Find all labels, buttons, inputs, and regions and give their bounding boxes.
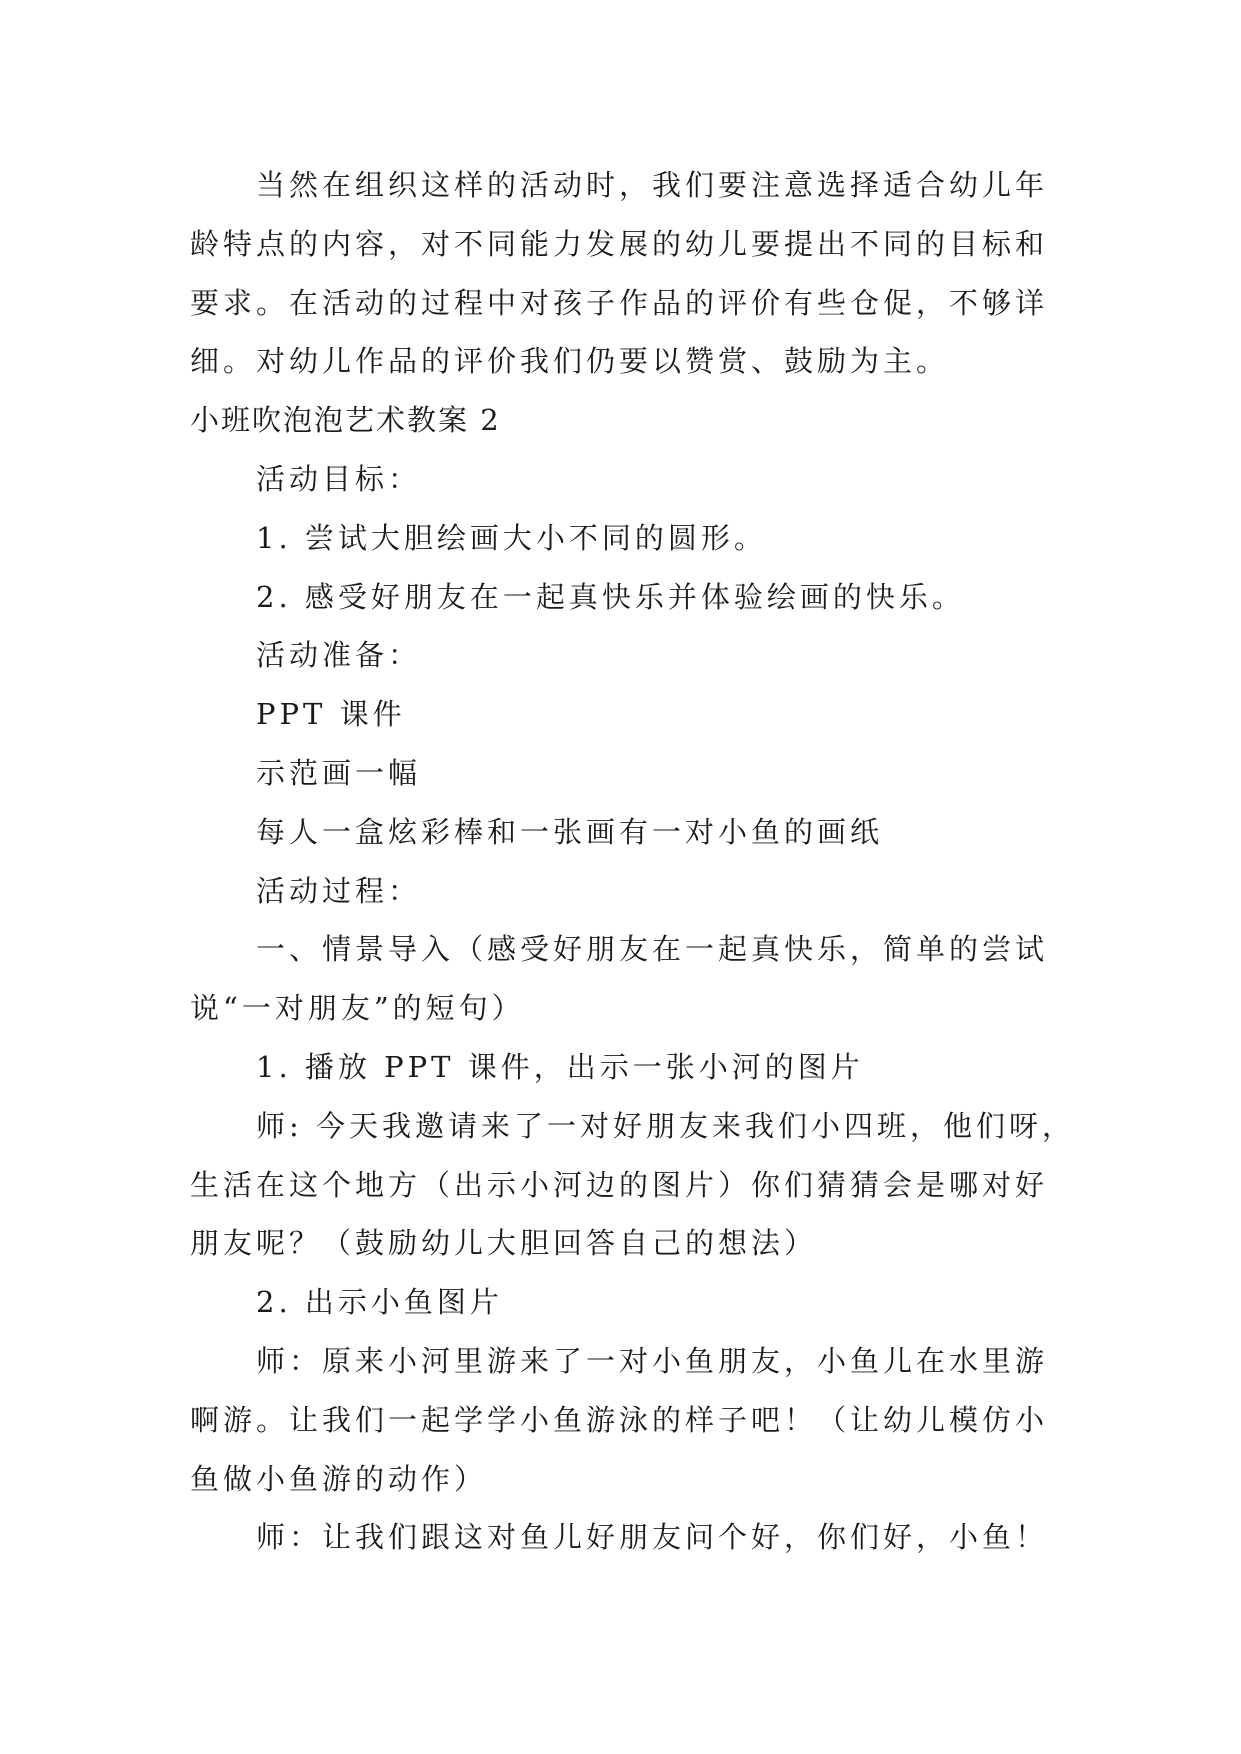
- paragraph-line: 生活在这个地方（出示小河边的图片）你们猜猜会是哪对好: [190, 1167, 1049, 1202]
- paragraph-line: 师: 今天我邀请来了一对好朋友来我们小四班，他们呀，: [256, 1108, 1075, 1143]
- list-item: 2. 感受好朋友在一起真快乐并体验绘画的快乐。: [256, 579, 965, 614]
- paragraph-line: 一、情景导入（感受好朋友在一起真快乐，简单的尝试: [256, 932, 1049, 967]
- subheading-goals: 活动目标：: [256, 461, 422, 496]
- document-body: [190, 156, 1075, 1567]
- paragraph-line: 细。对幼儿作品的评价我们仍要以赞赏、鼓励为主。: [190, 344, 950, 379]
- list-item: PPT 课件: [256, 697, 406, 732]
- paragraph-line: 鱼做小鱼游的动作）: [190, 1461, 488, 1496]
- list-item: 每人一盒炫彩棒和一张画有一对小鱼的画纸: [256, 814, 884, 849]
- subheading-process: 活动过程：: [256, 873, 422, 908]
- paragraph-line: 朋友呢？（鼓励幼儿大胆回答自己的想法）: [190, 1226, 818, 1261]
- paragraph-line: 师：让我们跟这对鱼儿好朋友问个好，你们好，小鱼！: [256, 1520, 1049, 1555]
- paragraph-line: 师：原来小河里游来了一对小鱼朋友，小鱼儿在水里游: [256, 1343, 1049, 1378]
- section-title: 小班吹泡泡艺术教案 2: [190, 403, 501, 438]
- list-item: 1. 尝试大胆绘画大小不同的圆形。: [256, 520, 767, 555]
- paragraph-line: 说“一对朋友”的短句）: [190, 991, 525, 1026]
- paragraph-line: 要求。在活动的过程中对孩子作品的评价有些仓促，不够详: [190, 285, 1049, 320]
- paragraph-line: 啊游。让我们一起学学小鱼游泳的样子吧！（让幼儿模仿小: [190, 1402, 1049, 1437]
- list-item: 示范画一幅: [256, 755, 422, 790]
- subheading-preparation: 活动准备：: [256, 638, 422, 673]
- paragraph-line: 当然在组织这样的活动时，我们要注意选择适合幼儿年: [256, 168, 1049, 202]
- paragraph-line: 龄特点的内容，对不同能力发展的幼儿要提出不同的目标和: [190, 226, 1049, 261]
- paragraph-line: 1. 播放 PPT 课件，出示一张小河的图片: [256, 1049, 864, 1084]
- paragraph-line: 2. 出示小鱼图片: [256, 1285, 503, 1320]
